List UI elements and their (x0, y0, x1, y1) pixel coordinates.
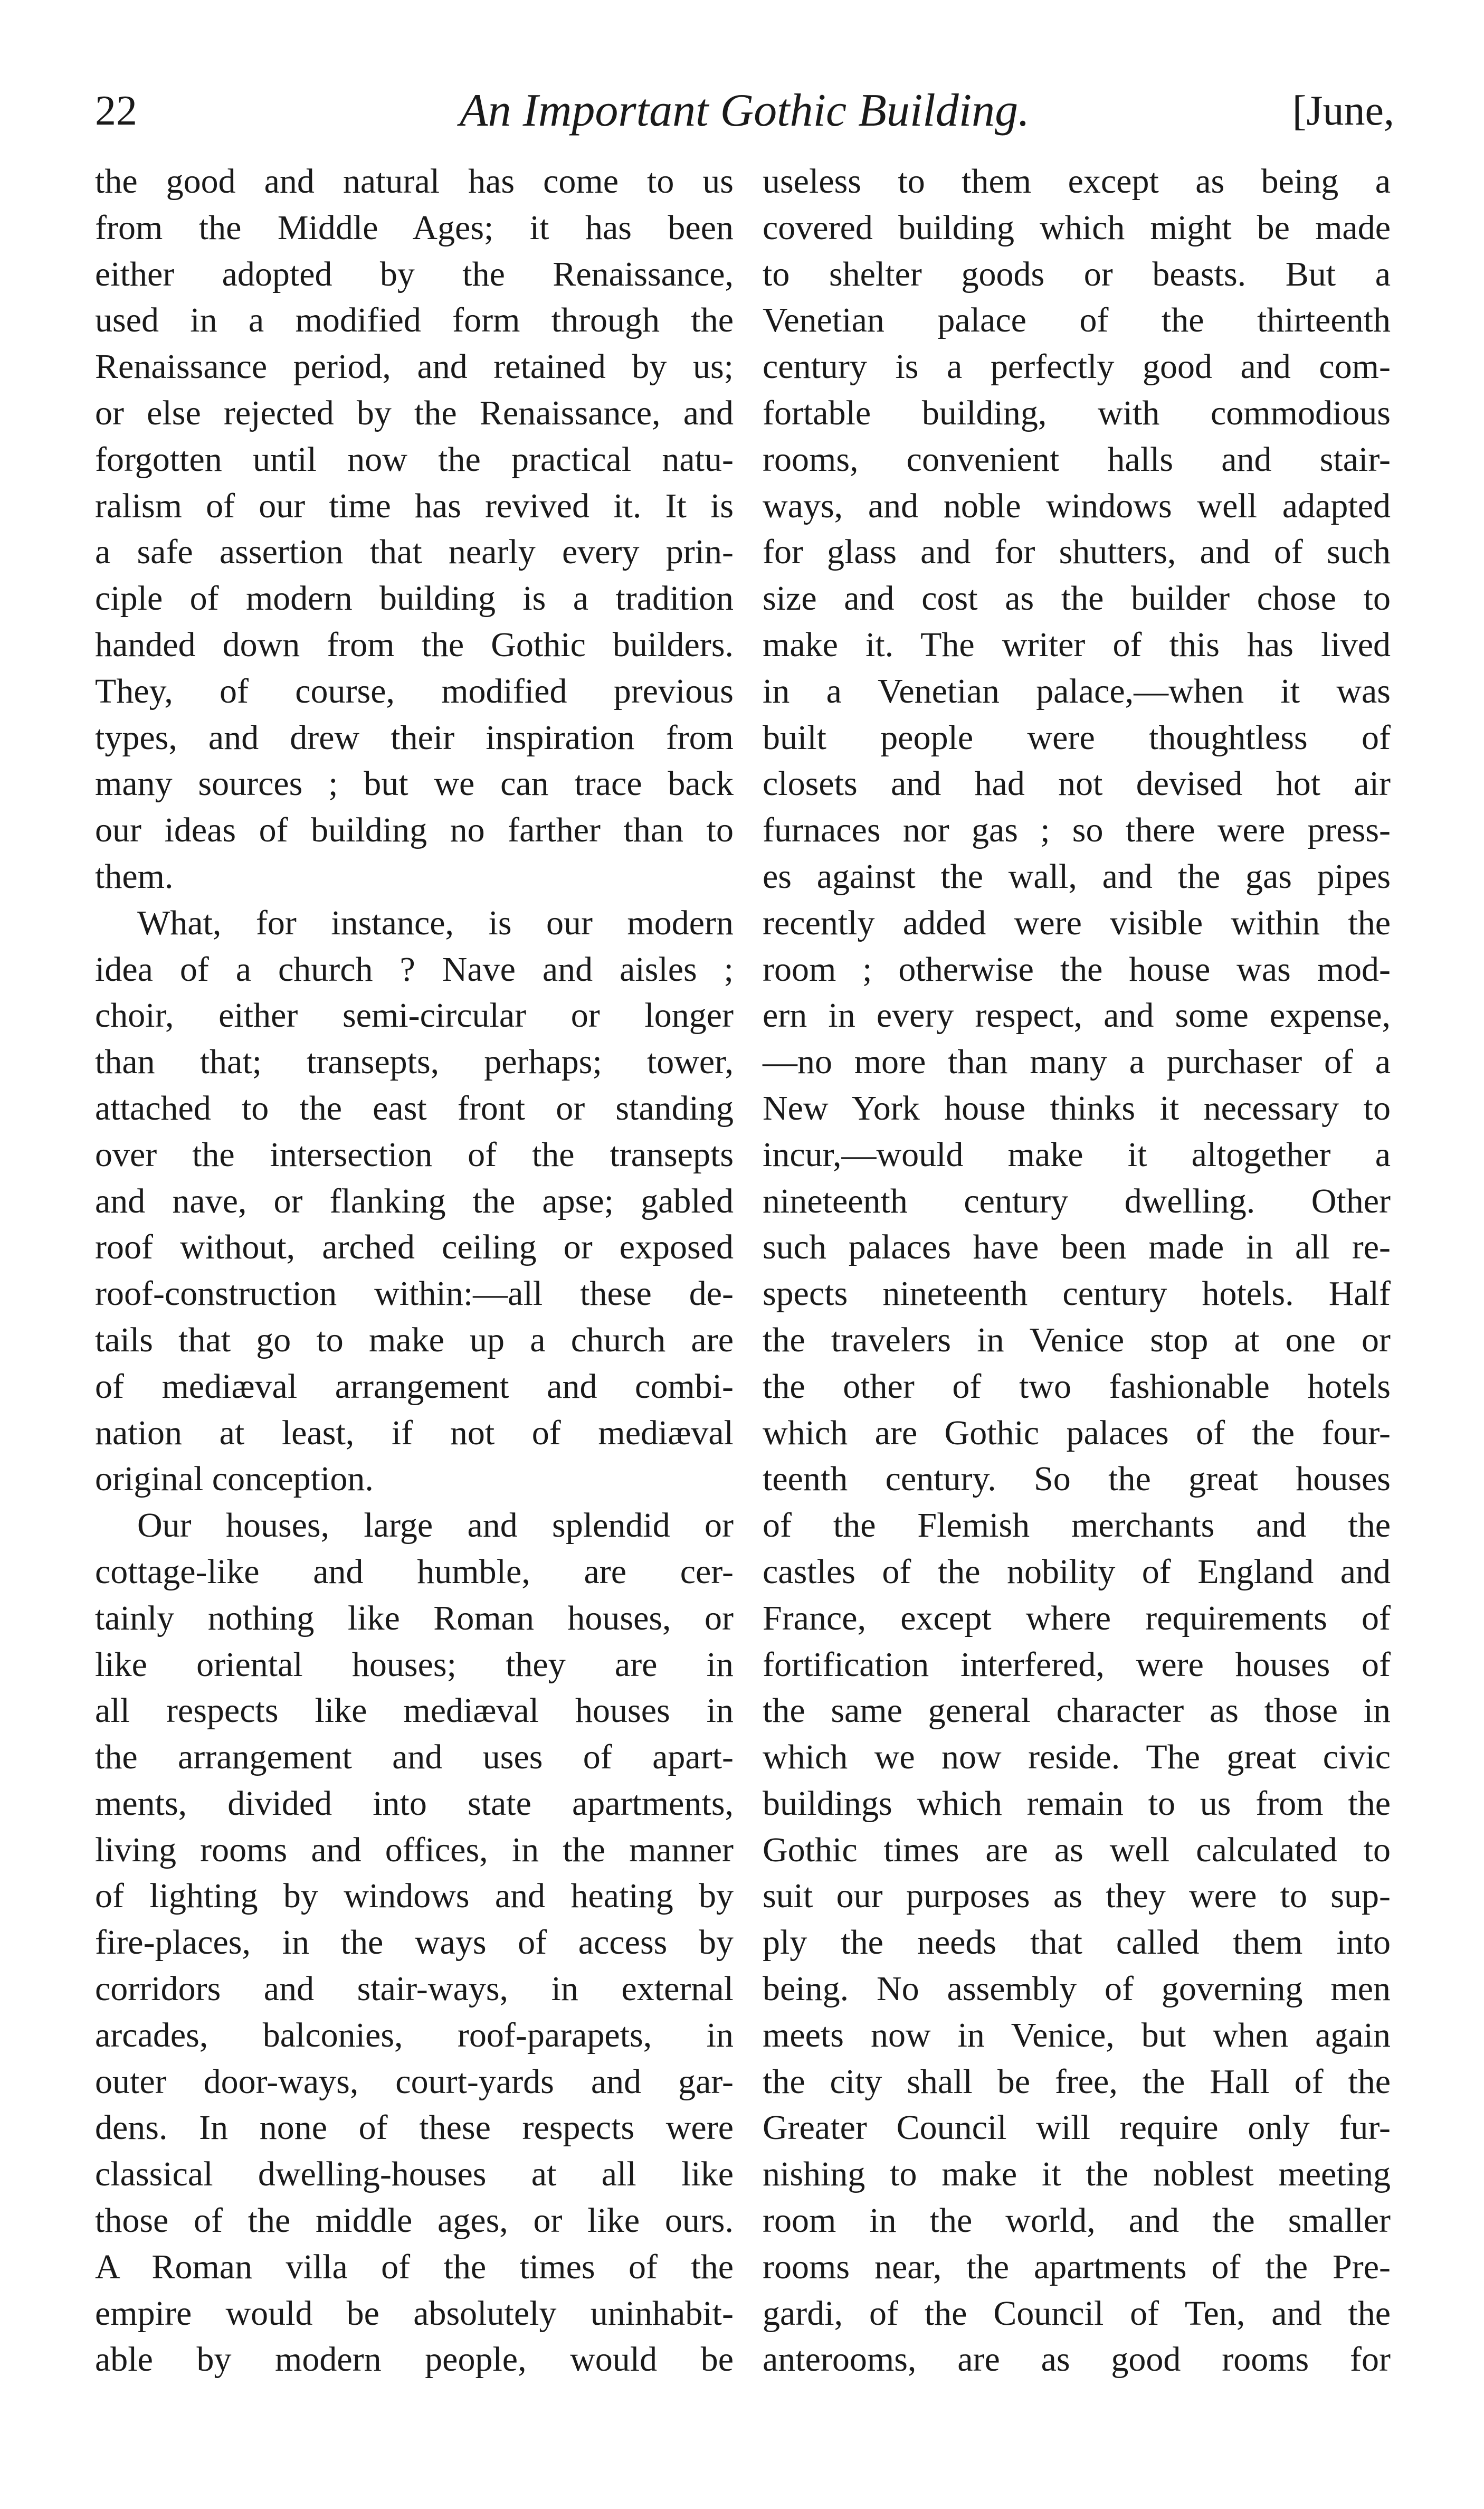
text-line: choir, either semi-circular or longer (95, 996, 734, 1035)
text-line: cottage-like and humble, are cer- (95, 1552, 734, 1591)
text-line: What, for instance, is our modern (137, 903, 734, 942)
text-line: nineteenth century dwelling. Other (763, 1181, 1391, 1220)
text-line: able by modern people, would be (95, 2340, 734, 2379)
text-line: rooms near, the apartments of the Pre- (763, 2247, 1391, 2286)
text-line: ply the needs that called them into (763, 1923, 1391, 1962)
text-line: A Roman villa of the times of the (95, 2247, 734, 2286)
text-line: classical dwelling-houses at all like (95, 2155, 734, 2194)
text-line: many sources ; but we can trace back (95, 764, 734, 803)
text-line: castles of the nobility of England and (763, 1552, 1391, 1591)
text-line: suit our purposes as they were to sup- (763, 1877, 1391, 1916)
text-line: arcades, balconies, roof-parapets, in (95, 2015, 734, 2054)
text-line: in a Venetian palace,—when it was (763, 671, 1391, 711)
running-title: An Important Gothic Building. (459, 85, 1030, 136)
text-line: covered building which might be made (763, 208, 1391, 247)
text-line: roof without, arched ceiling or exposed (95, 1228, 734, 1267)
text-line: handed down from the Gothic builders. (95, 625, 734, 664)
text-line: ments, divided into state apartments, (95, 1784, 734, 1823)
text-line: Venetian palace of the thirteenth (763, 301, 1391, 340)
text-line: a safe assertion that nearly every prin- (95, 533, 734, 572)
text-line: ways, and noble windows well adapted (763, 486, 1391, 525)
text-line: fire-places, in the ways of access by (95, 1923, 734, 1962)
text-line: size and cost as the builder chose to (763, 579, 1391, 618)
text-line: —no more than many a purchaser of a (763, 1043, 1391, 1082)
text-line: which we now reside. The great civic (763, 1738, 1391, 1777)
text-line: such palaces have been made in all re- (763, 1228, 1391, 1267)
text-line: outer door-ways, court-yards and gar- (95, 2062, 734, 2101)
text-line: for glass and for shutters, and of such (763, 533, 1391, 572)
text-line: They, of course, modified previous (95, 671, 734, 711)
text-line: recently added were visible within the (763, 903, 1391, 942)
text-line: either adopted by the Renaissance, (95, 254, 734, 293)
page-number: 22 (95, 88, 137, 134)
text-line: tainly nothing like Roman houses, or (95, 1598, 734, 1637)
text-line: Renaissance period, and retained by us; (95, 347, 734, 386)
text-line: Greater Council will require only fur- (763, 2108, 1391, 2147)
text-line: nishing to make it the noblest meeting (763, 2155, 1391, 2194)
text-line: the arrangement and uses of apart- (95, 1738, 734, 1777)
text-line: of mediæval arrangement and combi- (95, 1367, 734, 1406)
text-line: the city shall be free, the Hall of the (763, 2062, 1391, 2101)
text-line: rooms, convenient halls and stair- (763, 440, 1391, 479)
text-line: living rooms and offices, in the manner (95, 1830, 734, 1869)
text-line: our ideas of building no farther than to (95, 811, 734, 850)
text-line: those of the middle ages, or like ours. (95, 2201, 734, 2240)
text-line: over the intersection of the transepts (95, 1135, 734, 1174)
text-line: spects nineteenth century hotels. Half (763, 1274, 1391, 1313)
text-line: them. (95, 857, 174, 896)
text-line: make it. The writer of this has lived (763, 625, 1391, 664)
text-line: from the Middle Ages; it has been (95, 208, 734, 247)
text-line: or else rejected by the Renaissance, and (95, 393, 734, 432)
text-line: ralism of our time has revived it. It is (95, 486, 734, 525)
text-line: ern in every respect, and some expense, (763, 996, 1391, 1035)
text-line: fortification interfered, were houses of (763, 1645, 1391, 1684)
text-line: the good and natural has come to us (95, 162, 734, 201)
text-line: the travelers in Venice stop at one or (763, 1320, 1391, 1359)
text-line: room in the world, and the smaller (763, 2201, 1391, 2240)
text-line: built people were thoughtless of (763, 718, 1391, 757)
text-line: than that; transepts, perhaps; tower, (95, 1043, 734, 1082)
text-line: of the Flemish merchants and the (763, 1506, 1391, 1545)
text-line: nation at least, if not of mediæval (95, 1413, 734, 1452)
text-line: all respects like mediæval houses in (95, 1691, 734, 1730)
text-line: to shelter goods or beasts. But a (763, 254, 1391, 293)
right-column (763, 158, 1391, 2383)
text-line: France, except where requirements of (763, 1598, 1391, 1637)
left-column (95, 158, 734, 2383)
text-line: ciple of modern building is a tradition (95, 579, 734, 618)
text-line: closets and had not devised hot air (763, 764, 1391, 803)
text-line: forgotten until now the practical natu- (95, 440, 734, 479)
text-line: century is a perfectly good and com- (763, 347, 1391, 386)
text-line: which are Gothic palaces of the four- (763, 1413, 1391, 1452)
text-line: fortable building, with commodious (763, 393, 1391, 432)
text-line: meets now in Venice, but when again (763, 2015, 1391, 2054)
text-line: New York house thinks it necessary to (763, 1088, 1391, 1128)
text-line: empire would be absolutely uninhabit- (95, 2294, 734, 2333)
running-month: [June, (1292, 88, 1394, 134)
text-line: useless to them except as being a (763, 162, 1391, 201)
text-line: room ; otherwise the house was mod- (763, 950, 1391, 989)
text-line: original conception. (95, 1460, 374, 1499)
text-line: like oriental houses; they are in (95, 1645, 734, 1684)
text-line: being. No assembly of governing men (763, 1970, 1391, 2009)
text-line: roof-construction within:—all these de- (95, 1274, 734, 1313)
text-line: of lighting by windows and heating by (95, 1877, 734, 1916)
text-line: furnaces nor gas ; so there were press- (763, 811, 1391, 850)
text-line: buildings which remain to us from the (763, 1784, 1391, 1823)
text-line: attached to the east front or standing (95, 1088, 734, 1128)
text-line: corridors and stair-ways, in external (95, 1970, 734, 2009)
text-line: Our houses, large and splendid or (137, 1506, 734, 1545)
text-line: incur,—would make it altogether a (763, 1135, 1391, 1174)
text-line: tails that go to make up a church are (95, 1320, 734, 1359)
text-line: anterooms, are as good rooms for (763, 2340, 1391, 2379)
text-line: types, and drew their inspiration from (95, 718, 734, 757)
text-line: dens. In none of these respects were (95, 2108, 734, 2147)
text-line: the same general character as those in (763, 1691, 1391, 1730)
text-line: and nave, or flanking the apse; gabled (95, 1181, 734, 1220)
text-line: gardi, of the Council of Ten, and the (763, 2294, 1391, 2333)
running-head (95, 79, 1394, 143)
text-line: idea of a church ? Nave and aisles ; (95, 950, 734, 989)
text-line: the other of two fashionable hotels (763, 1367, 1391, 1406)
text-line: used in a modified form through the (95, 301, 734, 340)
text-line: Gothic times are as well calculated to (763, 1830, 1391, 1869)
text-line: es against the wall, and the gas pipes (763, 857, 1391, 896)
text-line: teenth century. So the great houses (763, 1460, 1391, 1499)
